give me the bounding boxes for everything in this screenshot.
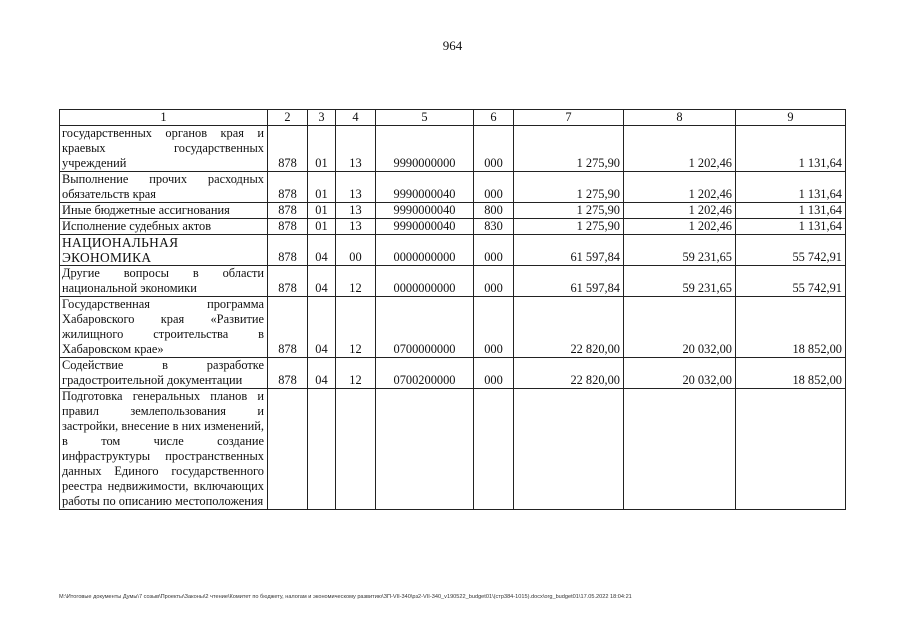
row-type-cell: 000	[474, 235, 514, 266]
row-amount-year2-cell: 1 202,46	[624, 172, 736, 203]
budget-table	[59, 109, 846, 510]
row-code-cell: 878	[268, 297, 308, 358]
row-amount-year1-cell: 61 597,84	[514, 266, 624, 297]
row-amount-year2-cell: 1 202,46	[624, 203, 736, 219]
row-section-cell: 01	[308, 203, 336, 219]
header-cell: 9	[736, 110, 846, 126]
row-subsection-cell: 13	[336, 219, 376, 235]
row-type-cell: 000	[474, 172, 514, 203]
row-amount-year1-cell: 1 275,90	[514, 203, 624, 219]
table-row	[60, 389, 846, 510]
row-amount-year1-cell: 61 597,84	[514, 235, 624, 266]
row-type-cell: 000	[474, 297, 514, 358]
row-amount-year1-cell: 22 820,00	[514, 297, 624, 358]
row-target-cell: 0000000000	[376, 235, 474, 266]
page-number: 964	[442, 38, 463, 53]
row-amount-year1-cell: 1 275,90	[514, 126, 624, 172]
header-cell: 2	[268, 110, 308, 126]
row-type-cell: 000	[474, 358, 514, 389]
row-name-cell: Иные бюджетные ассигнования	[60, 203, 268, 219]
row-subsection-cell: 12	[336, 297, 376, 358]
row-code-cell: 878	[268, 266, 308, 297]
row-amount-year2-cell: 20 032,00	[624, 297, 736, 358]
row-amount-year2-cell	[624, 389, 736, 510]
table-row	[60, 235, 846, 266]
row-amount-year3-cell: 1 131,64	[736, 219, 846, 235]
row-target-cell: 9990000040	[376, 219, 474, 235]
row-name-cell: государственных органов края и краевых государственных учреждений	[60, 126, 268, 172]
row-amount-year2-cell: 59 231,65	[624, 266, 736, 297]
row-section-cell: 01	[308, 172, 336, 203]
table-row	[60, 219, 846, 235]
header-cell: 1	[60, 110, 268, 126]
row-target-cell: 0000000000	[376, 266, 474, 297]
row-amount-year1-cell: 1 275,90	[514, 219, 624, 235]
row-name-cell: Другие вопросы в области национальной экономики	[60, 266, 268, 297]
header-cell: 3	[308, 110, 336, 126]
row-amount-year1-cell: 22 820,00	[514, 358, 624, 389]
row-section-cell: 01	[308, 126, 336, 172]
table-row	[60, 358, 846, 389]
table-row	[60, 126, 846, 172]
row-code-cell	[268, 389, 308, 510]
row-amount-year2-cell: 1 202,46	[624, 126, 736, 172]
row-code-cell: 878	[268, 235, 308, 266]
row-section-cell: 04	[308, 358, 336, 389]
row-code-cell: 878	[268, 126, 308, 172]
row-amount-year3-cell: 55 742,91	[736, 235, 846, 266]
row-amount-year3-cell: 18 852,00	[736, 297, 846, 358]
row-subsection-cell: 13	[336, 203, 376, 219]
file-path-footer: M:\Итоговые документы Думы\7 созыв\Проекты\Законы\2 чтение\Комитет по бюджету, налогам и экономическому развитию\ЗП-VII-340\рз2-VII-340_v190522_budget01\(стр384-1015).docx\org_budget01\17.05.2022 18:04:21	[59, 594, 632, 600]
row-name-cell: НАЦИОНАЛЬНАЯ ЭКОНОМИКА	[60, 235, 268, 266]
row-section-cell	[308, 389, 336, 510]
row-name-cell: Государственная программа Хабаровского края «Развитие жилищного строительства в Хабаровском крае»	[60, 297, 268, 358]
row-name-cell: Исполнение судебных актов	[60, 219, 268, 235]
row-subsection-cell: 12	[336, 266, 376, 297]
header-cell: 7	[514, 110, 624, 126]
row-type-cell: 830	[474, 219, 514, 235]
row-amount-year3-cell: 1 131,64	[736, 203, 846, 219]
row-name-cell: Подготовка генеральных планов и правил землепользования и застройки, внесение в них изменений, в том числе создание инфраструктуры пространственных данных Единого государственного реестра недвижимости, включающих работы по описанию местоположения	[60, 389, 268, 510]
row-amount-year2-cell: 59 231,65	[624, 235, 736, 266]
table-row	[60, 172, 846, 203]
row-code-cell: 878	[268, 219, 308, 235]
row-code-cell: 878	[268, 203, 308, 219]
row-target-cell: 9990000000	[376, 126, 474, 172]
row-name-cell: Выполнение прочих расходных обязательств края	[60, 172, 268, 203]
header-cell: 4	[336, 110, 376, 126]
row-amount-year3-cell: 1 131,64	[736, 172, 846, 203]
row-subsection-cell: 12	[336, 358, 376, 389]
row-section-cell: 04	[308, 297, 336, 358]
row-type-cell: 000	[474, 126, 514, 172]
row-subsection-cell: 00	[336, 235, 376, 266]
row-target-cell: 9990000040	[376, 203, 474, 219]
table-row	[60, 297, 846, 358]
header-cell: 8	[624, 110, 736, 126]
row-type-cell: 800	[474, 203, 514, 219]
header-cell: 6	[474, 110, 514, 126]
row-code-cell: 878	[268, 172, 308, 203]
row-subsection-cell: 13	[336, 172, 376, 203]
row-amount-year3-cell	[736, 389, 846, 510]
table-row	[60, 266, 846, 297]
row-target-cell: 0700000000	[376, 297, 474, 358]
row-amount-year3-cell: 18 852,00	[736, 358, 846, 389]
row-amount-year2-cell: 20 032,00	[624, 358, 736, 389]
row-type-cell	[474, 389, 514, 510]
row-section-cell: 04	[308, 266, 336, 297]
row-target-cell	[376, 389, 474, 510]
row-amount-year1-cell: 1 275,90	[514, 172, 624, 203]
row-code-cell: 878	[268, 358, 308, 389]
row-section-cell: 04	[308, 235, 336, 266]
header-cell: 5	[376, 110, 474, 126]
row-name-cell: Содействие в разработке градостроительной документации	[60, 358, 268, 389]
table-header-row	[60, 110, 846, 126]
table-row	[60, 203, 846, 219]
row-target-cell: 9990000040	[376, 172, 474, 203]
row-amount-year2-cell: 1 202,46	[624, 219, 736, 235]
row-subsection-cell	[336, 389, 376, 510]
row-amount-year3-cell: 55 742,91	[736, 266, 846, 297]
row-amount-year3-cell: 1 131,64	[736, 126, 846, 172]
row-amount-year1-cell	[514, 389, 624, 510]
row-target-cell: 0700200000	[376, 358, 474, 389]
row-type-cell: 000	[474, 266, 514, 297]
row-section-cell: 01	[308, 219, 336, 235]
row-subsection-cell: 13	[336, 126, 376, 172]
